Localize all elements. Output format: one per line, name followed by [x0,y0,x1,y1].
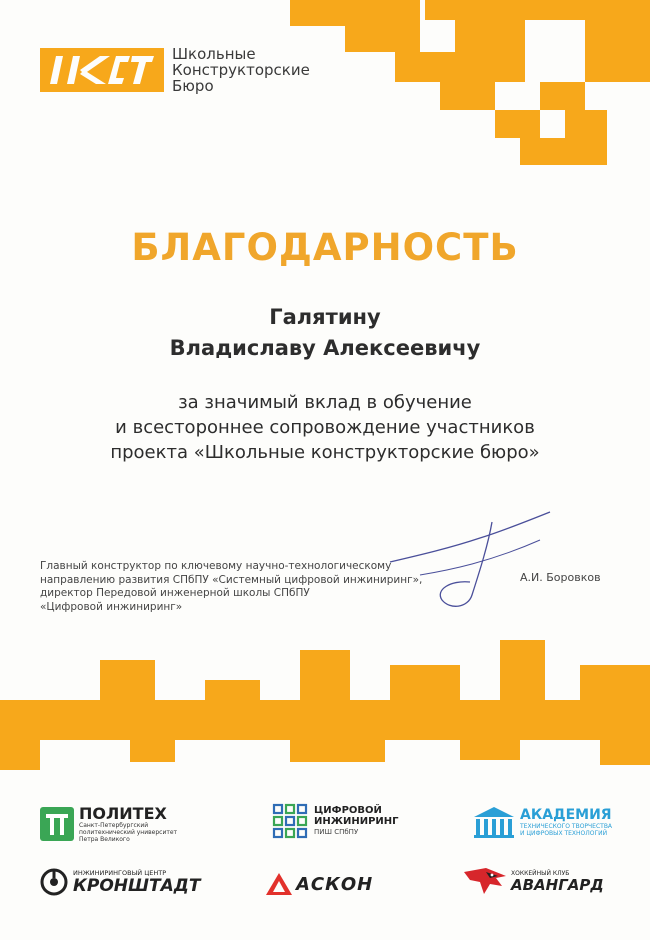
skb-logo-text [172,46,310,94]
certificate-title: БЛАГОДАРНОСТЬ [131,226,519,269]
partner-polytech [40,805,177,843]
ascon-triangle-icon [265,872,293,896]
reason-line-3: проекта «Школьные конструкторские бюро» [110,442,540,463]
academy-sub-1: ТЕХНИЧЕСКОГО ТВОРЧЕСТВА [520,822,613,830]
partner-avangard [462,866,604,896]
polytech-sub-3: Петра Великого [79,836,130,843]
ascon-name: АСКОН [296,873,374,895]
position-line-1: Главный конструктор по ключевому научно-технологическому [40,560,392,572]
kronshtadt-gear-icon [40,868,68,896]
polytech-name: ПОЛИТЕХ [79,804,167,823]
recipient-given-names: Владиславу Алексеевичу [169,336,481,360]
reason-line-1: за значимый вклад в обучение [178,392,472,413]
handwritten-signature [380,500,560,620]
partner-digital-engineering [272,803,399,839]
award-reason [0,390,650,465]
polytech-sub-1: Санкт-Петербургский [79,822,149,829]
logo-line-2: Конструкторские [172,61,310,79]
position-line-2: направлению развития СПбПУ «Системный цифровой инжиниринг», [40,573,423,586]
academy-sub-2: И ЦИФРОВЫХ ТЕХНОЛОГИЙ [520,829,608,837]
skb-logo-mark-icon [40,48,164,92]
academy-building-icon [472,805,516,839]
recipient-name [0,302,650,364]
avangard-eagle-icon [462,866,508,896]
partner-academy [472,805,612,839]
kronshtadt-sub: ИНЖИНИРИНГОВЫЙ ЦЕНТР [73,869,167,877]
kronshtadt-name: КРОНШТАДТ [73,876,201,896]
logo-line-1: Школьные [172,45,256,63]
recipient-surname: Галятину [269,305,381,329]
digital-name-1: ЦИФРОВОЙ [314,805,382,816]
skb-logo [40,46,310,94]
polytech-pi-icon [40,807,74,841]
avangard-sub: ХОККЕЙНЫЙ КЛУБ [511,869,570,877]
partner-kronshtadt [40,868,201,896]
reason-line-2: и всестороннее сопровождение участников [115,417,535,438]
signatory-name: А.И. Боровков [520,571,601,584]
partner-ascon [265,872,373,896]
digital-sub: ПИШ СПбПУ [314,828,359,836]
digital-name-2: ИНЖИНИРИНГ [314,816,399,827]
digital-engineering-grid-icon [272,803,308,839]
polytech-sub-2: политехнический университет [79,829,178,836]
avangard-name: АВАНГАРД [511,875,604,894]
academy-name: АКАДЕМИЯ [520,806,612,823]
logo-line-3: Бюро [172,77,214,95]
position-line-4: «Цифровой инжиниринг» [40,600,183,613]
position-line-3: директор Передовой инженерной школы СПбПУ [40,587,310,599]
